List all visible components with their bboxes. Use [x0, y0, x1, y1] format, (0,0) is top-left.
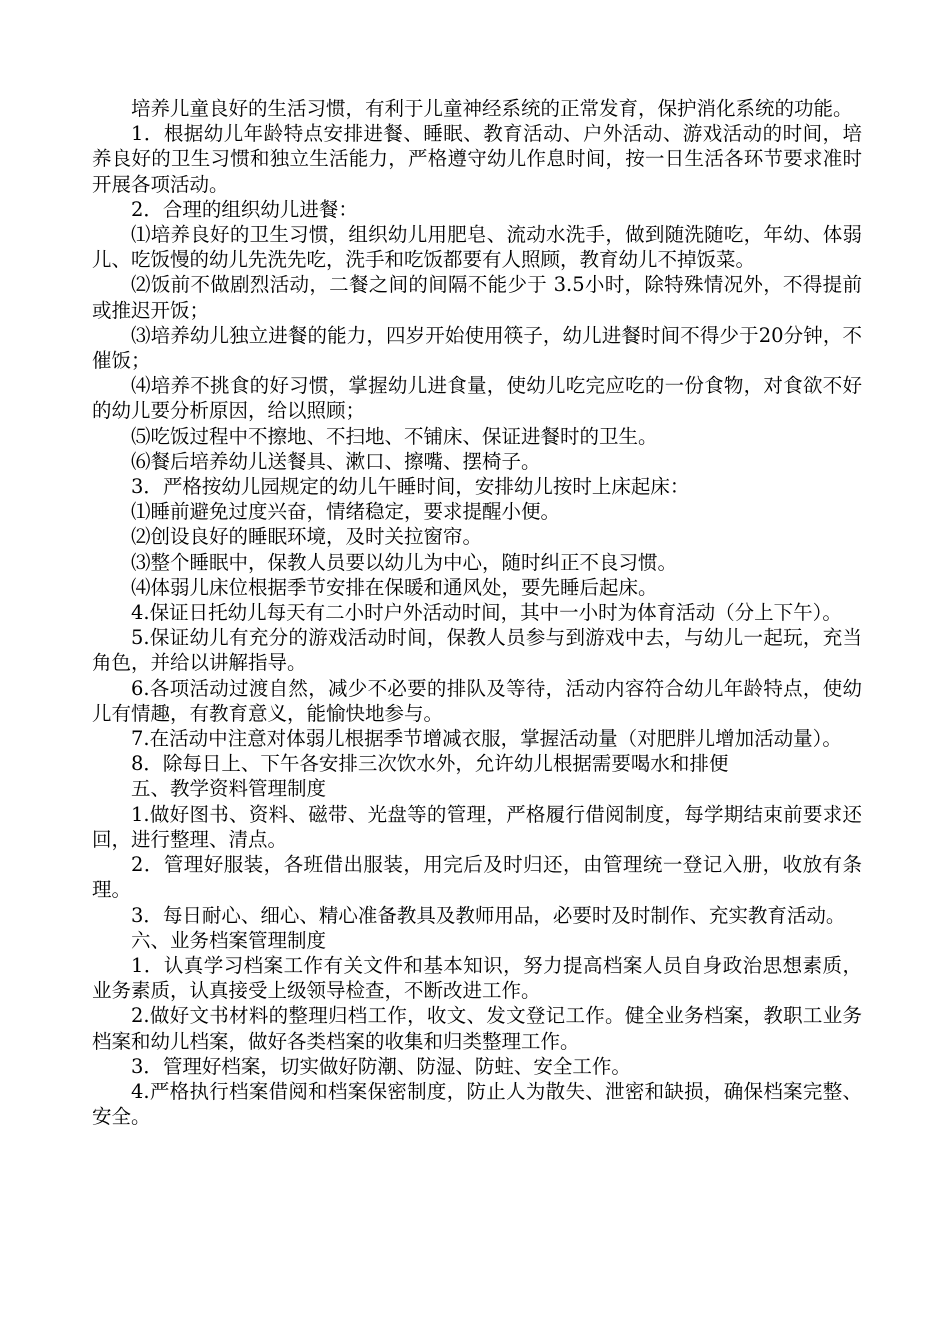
- paragraph-item-6: 6.各项活动过渡自然，减少不必要的排队及等待，活动内容符合幼儿年龄特点，使幼儿有情趣，有教育意义，能愉快地参与。: [92, 676, 862, 725]
- subitem-3-4: ⑷体弱儿床位根据季节安排在保暖和通风处，要先睡后起床。: [131, 575, 658, 599]
- section-5-item-1: 1.做好图书、资料、磁带、光盘等的管理，严格履行借阅制度，每学期结束前要求还回，进行整理、清点。: [92, 802, 862, 851]
- section-6-item-3: 3．管理好档案，切实做好防潮、防湿、防蛀、安全工作。: [131, 1054, 631, 1078]
- paragraph-item-1: 1．根据幼儿年龄特点安排进餐、睡眠、教育活动、户外活动、游戏活动的时间，培养良好的卫生习惯和独立生活能力，严格遵守幼儿作息时间，按一日生活各环节要求准时开展各项活动。: [92, 122, 862, 196]
- subitem-2-1: ⑴培养良好的卫生习惯，组织幼儿用肥皂、流动水洗手，做到随洗随吃，年幼、体弱儿、吃饭慢的幼儿先洗先吃，洗手和吃饭都要有人照顾，教育幼儿不掉饭菜。: [92, 223, 862, 272]
- section-heading-6: 六、业务档案管理制度: [131, 928, 327, 952]
- paragraph-item-7: 7.在活动中注意对体弱儿根据季节增减衣服，掌握活动量（对肥胖儿增加活动量）。: [131, 727, 842, 751]
- subitem-3-3: ⑶整个睡眠中，保教人员要以幼儿为中心，随时纠正不良习惯。: [131, 550, 678, 574]
- paragraph-item-3: 3．严格按幼儿园规定的幼儿午睡时间，安排幼儿按时上床起床：: [131, 475, 690, 499]
- subitem-2-3: ⑶培养幼儿独立进餐的能力，四岁开始使用筷子，幼儿进餐时间不得少于20分钟，不催饭；: [92, 323, 862, 373]
- subitem-2-5: ⑸吃饭过程中不擦地、不扫地、不铺床、保证进餐时的卫生。: [131, 424, 658, 448]
- subitem-2-4: ⑷培养不挑食的好习惯，掌握幼儿进食量，使幼儿吃完应吃的一份食物，对食欲不好的幼儿要分析原因，给以照顾；: [92, 374, 862, 423]
- section-5-item-3: 3．每日耐心、细心、精心准备教具及教师用品，必要时及时制作、充实教育活动。: [131, 903, 846, 927]
- paragraph-item-4: 4.保证日托幼儿每天有二小时户外活动时间，其中一小时为体育活动（分上下午）。: [131, 601, 842, 625]
- subitem-2-2: ⑵饭前不做剧烈活动，二餐之间的间隔不能少于 3.5小时，除特殊情况外，不得提前或推迟开饭；: [92, 273, 862, 322]
- subitem-3-2: ⑵创设良好的睡眠环境，及时关拉窗帘。: [131, 525, 483, 549]
- section-6-item-4: 4.严格执行档案借阅和档案保密制度，防止人为散失、泄密和缺损，确保档案完整、安全。: [92, 1079, 862, 1129]
- subitem-3-1: ⑴睡前避免过度兴奋，情绪稳定，要求提醒小便。: [131, 500, 561, 524]
- section-heading-5: 五、教学资料管理制度: [131, 777, 327, 801]
- document-body: [92, 96, 862, 1129]
- section-5-item-2: 2．管理好服装，各班借出服装，用完后及时归还，由管理统一登记入册，收放有条理。: [92, 853, 862, 902]
- subitem-2-6: ⑹餐后培养幼儿送餐具、漱口、擦嘴、摆椅子。: [131, 449, 541, 473]
- intro-paragraph: 培养儿童良好的生活习惯，有利于儿童神经系统的正常发育，保护消化系统的功能。: [131, 97, 853, 120]
- paragraph-item-2: 2．合理的组织幼儿进餐：: [131, 197, 358, 221]
- paragraph-item-8: 8．除每日上、下午各安排三次饮水外，允许幼儿根据需要喝水和排便: [131, 752, 729, 776]
- paragraph-item-5: 5.保证幼儿有充分的游戏活动时间，保教人员参与到游戏中去，与幼儿一起玩，充当角色，并给以讲解指导。: [92, 626, 862, 675]
- section-6-item-2: 2.做好文书材料的整理归档工作，收文、发文登记工作。健全业务档案，教职工业务档案和幼儿档案，做好各类档案的收集和归类整理工作。: [92, 1004, 862, 1053]
- section-6-item-1: 1．认真学习档案工作有关文件和基本知识，努力提高档案人员自身政治思想素质，业务素质，认真接受上级领导检查，不断改进工作。: [92, 953, 862, 1003]
